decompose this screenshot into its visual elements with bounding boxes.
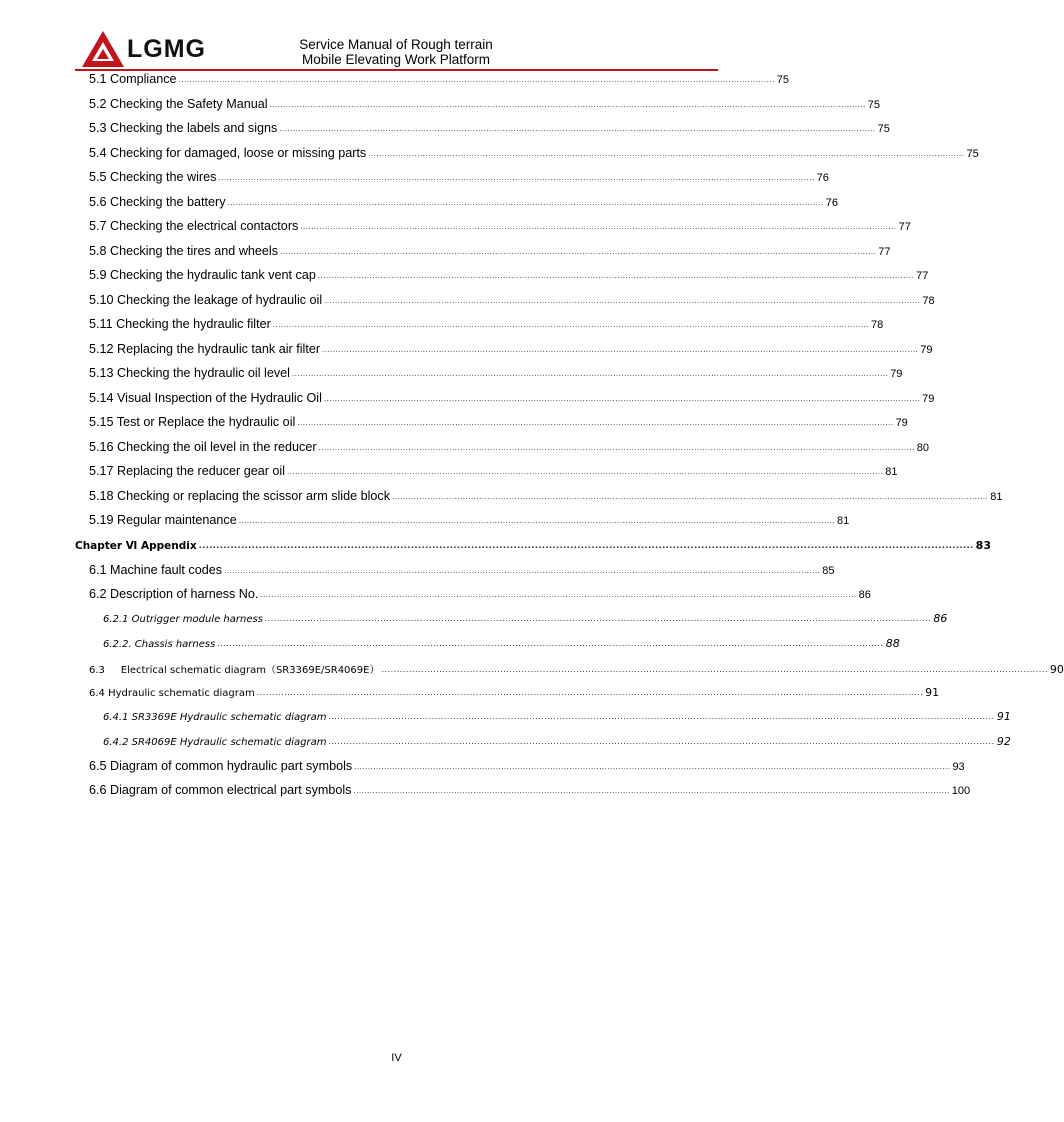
toc-entry-page: 75 (966, 147, 979, 160)
toc-leader: ........................................................................................................................................................................................................................... (280, 246, 877, 256)
toc-entry-title: 5.14 Visual Inspection of the Hydraulic Oil (89, 390, 322, 405)
toc-entry-page: 79 (922, 392, 935, 405)
toc-entry-title: 6.2 Description of harness No. (89, 587, 259, 601)
page-header (75, 28, 718, 70)
toc-leader: ........................................................................................................................................................................................................................... (328, 736, 995, 746)
toc-leader: ........................................................................................................................................................................................................................... (272, 320, 870, 329)
toc-leader: ........................................................................................................................................................................................................................... (368, 148, 965, 158)
toc-entry-page: 86 (933, 612, 948, 625)
toc-entry-page: 88 (885, 636, 900, 650)
toc-entry-page: 75 (776, 74, 790, 86)
page-number: IV (391, 1052, 402, 1064)
header-divider (75, 69, 718, 71)
toc-entry-page: 81 (837, 515, 850, 527)
toc-entry-title: 5.18 Checking or replacing the scissor arm slide block (89, 488, 390, 503)
brand-name: LGMG (127, 35, 206, 63)
toc-leader: ........................................................................................................................................................................................................................... (178, 75, 775, 84)
toc-entry-title: Chapter Ⅵ Appendix (75, 540, 197, 552)
toc-entry[interactable] (75, 72, 790, 94)
toc-entry-title: 6.3 Electrical schematic diagram（SR3369E/SR4069E） (89, 665, 380, 676)
toc-leader: ........................................................................................................................................................................................................................... (300, 222, 897, 231)
toc-leader: ........................................................................................................................................................................................................................... (217, 638, 884, 648)
toc-leader: ........................................................................................................................................................................................................................... (256, 687, 924, 697)
toc-entry-page: 93 (952, 760, 965, 773)
toc-leader: ........................................................................................................................................................................................................................... (198, 541, 974, 550)
toc-leader: ........................................................................................................................................................................................................................... (323, 393, 921, 403)
toc-entry-title: 5.9 Checking the hydraulic tank vent cap (89, 268, 316, 282)
toc-entry-page: 77 (878, 245, 891, 258)
toc-entry[interactable] (75, 783, 971, 805)
toc-leader: ........................................................................................................................................................................................................................... (328, 712, 995, 721)
toc-entry-page: 75 (867, 98, 881, 111)
toc-entry[interactable] (75, 464, 898, 486)
toc-entry[interactable] (75, 121, 890, 143)
toc-entry-title: 6.4 Hydraulic schematic diagram (89, 687, 255, 699)
toc-entry[interactable] (75, 145, 979, 168)
toc-entry-page: 80 (916, 441, 930, 454)
toc-leader: ........................................................................................................................................................................................................................... (318, 442, 915, 452)
toc-entry-page: 86 (858, 589, 871, 601)
toc-leader: ........................................................................................................................................................................................................................... (324, 295, 921, 305)
toc-entry-page: 81 (990, 490, 1003, 503)
toc-entry-title: 5.12 Replacing the hydraulic tank air filter (89, 341, 321, 356)
toc-entry[interactable] (75, 292, 935, 315)
toc-entry-title: 5.15 Test or Replace the hydraulic oil (89, 415, 296, 429)
toc-subentry[interactable] (75, 710, 1011, 732)
toc-entry-page: 91 (996, 710, 1011, 723)
toc-subentry[interactable] (75, 636, 900, 659)
toc-leader: ........................................................................................................................................................................................................................... (392, 491, 989, 501)
manual-title (296, 37, 496, 67)
toc-entry[interactable] (75, 194, 839, 217)
toc-entry-page: 91 (925, 685, 940, 699)
toc-entry[interactable] (75, 562, 835, 585)
toc-entry-title: 5.8 Checking the tires and wheels (89, 243, 279, 258)
toc-entry-page: 83 (975, 539, 991, 552)
toc-leader: ........................................................................................................................................................................................................................... (354, 761, 951, 771)
toc-entry-page: 100 (951, 785, 971, 797)
toc-entry[interactable] (75, 96, 881, 119)
toc-entry[interactable] (75, 758, 965, 781)
toc-entry[interactable] (75, 685, 940, 708)
toc-entry-title: 5.16 Checking the oil level in the reducer (89, 439, 317, 454)
toc-entry-page: 78 (922, 294, 935, 307)
toc-entry[interactable] (75, 219, 911, 241)
toc-entry-title: 5.3 Checking the labels and signs (89, 121, 278, 135)
toc-leader: ........................................................................................................................................................................................................................... (353, 786, 950, 795)
toc-leader: ........................................................................................................................................................................................................................... (291, 369, 889, 378)
toc-entry-page: 79 (890, 368, 903, 380)
manual-title-line-2: Mobile Elevating Work Platform (301, 52, 491, 67)
toc-entry[interactable] (75, 268, 929, 290)
toc-entry-page: 78 (871, 319, 884, 331)
toc-entry[interactable] (75, 317, 884, 339)
toc-entry-title: 5.5 Checking the wires (89, 170, 217, 184)
toc-chapter-entry[interactable] (75, 539, 991, 561)
toc-leader: ........................................................................................................................................................................................................................... (317, 271, 915, 280)
toc-entry-page: 76 (816, 172, 829, 184)
toc-leader: ........................................................................................................................................................................................................................... (264, 614, 932, 623)
toc-entry-title: 6.6 Diagram of common electrical part symbols (89, 783, 352, 797)
toc-subentry[interactable] (75, 612, 948, 634)
toc-entry[interactable] (75, 170, 829, 192)
toc-entry[interactable] (75, 415, 908, 437)
toc-entry[interactable] (75, 661, 1064, 683)
toc-leader: ........................................................................................................................................................................................................................... (279, 124, 876, 133)
toc-leader: ........................................................................................................................................................................................................................... (238, 516, 835, 525)
toc-entry-title: 5.13 Checking the hydraulic oil level (89, 366, 290, 380)
toc-entry-title: 6.4.1 SR3369E Hydraulic schematic diagram (103, 712, 327, 723)
toc-entry[interactable] (75, 366, 903, 388)
toc-entry-page: 79 (920, 343, 933, 356)
toc-entry-title: 5.11 Checking the hydraulic filter (89, 317, 271, 331)
toc-entry-title: 5.7 Checking the electrical contactors (89, 219, 299, 233)
toc-entry[interactable] (75, 513, 850, 535)
toc-leader: ........................................................................................................................................................................................................................... (381, 665, 1048, 674)
toc-entry-title: 6.2.2. Chassis harness (103, 638, 216, 650)
toc-entry-title: 6.2.1 Outrigger module harness (103, 614, 263, 625)
toc-entry-title: 5.10 Checking the leakage of hydraulic oil (89, 292, 323, 307)
toc-entry-title: 5.4 Checking for damaged, loose or missing parts (89, 145, 367, 160)
toc-entry-page: 81 (885, 466, 898, 478)
toc-entry-title: 6.1 Machine fault codes (89, 562, 223, 577)
toc-leader: ........................................................................................................................................................................................................................... (218, 173, 815, 182)
toc-entry[interactable] (75, 587, 871, 609)
toc-entry-page: 92 (996, 734, 1011, 748)
toc-entry-page: 79 (895, 417, 908, 429)
toc-leader: ........................................................................................................................................................................................................................... (322, 344, 919, 354)
toc-leader: ........................................................................................................................................................................................................................... (287, 467, 884, 476)
toc-entry[interactable] (75, 439, 930, 462)
toc-leader: ........................................................................................................................................................................................................................... (227, 197, 824, 207)
toc-entry-page: 90 (1049, 663, 1064, 676)
toc-entry-page: 75 (877, 123, 890, 135)
toc-entry-title: 5.19 Regular maintenance (89, 513, 237, 527)
logo-triangle-icon (81, 30, 125, 68)
toc-entry-title: 5.17 Replacing the reducer gear oil (89, 464, 286, 478)
brand-logo (81, 30, 241, 68)
toc-leader: ........................................................................................................................................................................................................................... (224, 565, 821, 575)
toc-entry[interactable] (75, 488, 1003, 511)
toc-entry-title: 5.6 Checking the battery (89, 194, 226, 209)
toc-entry-title: 6.4.2 SR4069E Hydraulic schematic diagram (103, 736, 327, 748)
manual-title-line-1: Service Manual of Rough terrain (299, 37, 493, 52)
toc-entry[interactable] (75, 390, 935, 413)
toc-entry-title: 5.1 Compliance (89, 72, 177, 86)
toc-leader: ........................................................................................................................................................................................................................... (297, 418, 894, 427)
toc-entry-title: 5.2 Checking the Safety Manual (89, 96, 268, 111)
toc-entry-page: 76 (825, 196, 839, 209)
toc-entry-page: 77 (916, 270, 929, 282)
toc-entry-title: 6.5 Diagram of common hydraulic part symbols (89, 758, 353, 773)
toc-leader: ........................................................................................................................................................................................................................... (269, 99, 866, 109)
toc-entry-page: 77 (898, 221, 911, 233)
toc-entry[interactable] (75, 341, 933, 364)
toc-entry[interactable] (75, 243, 891, 266)
toc-entry-page: 85 (822, 564, 835, 577)
toc-leader: ........................................................................................................................................................................................................................... (260, 590, 857, 599)
toc-subentry[interactable] (75, 734, 1011, 757)
